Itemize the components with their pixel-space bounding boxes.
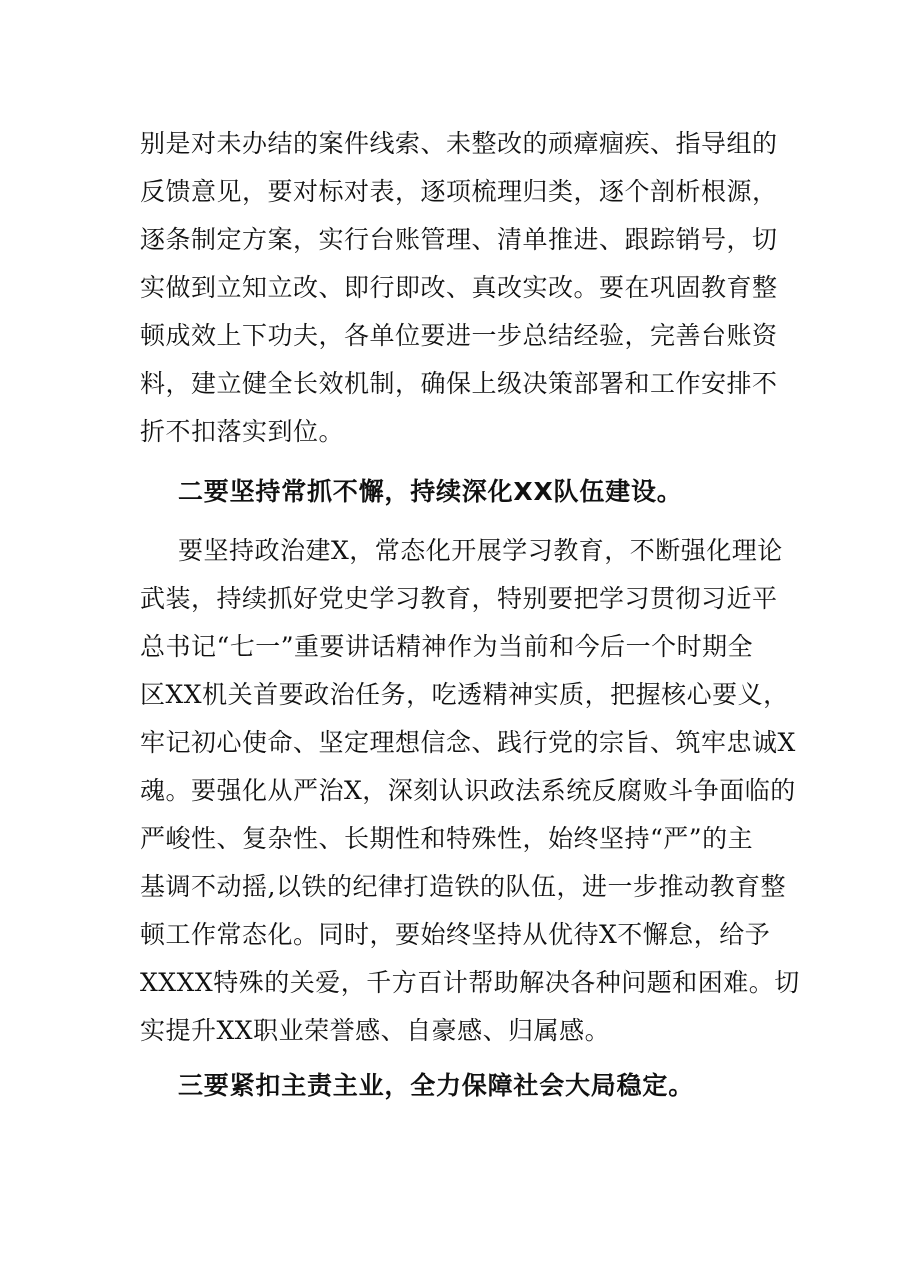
paragraph-line: 顿成效上下功夫，各单位要进一步总结经验，完善台账资 [140, 321, 778, 350]
paragraph-line: 总书记“七一”重要讲话精神作为当前和今后一个时期全 [140, 632, 754, 661]
paragraph-line: XXXX特殊的关爱，千方百计帮助解决各种问题和困难。切 [140, 968, 800, 997]
section-heading: 二要坚持常抓不懈，持续深化XX队伍建设。 [178, 477, 683, 506]
paragraph-line: 料，建立健全长效机制，确保上级决策部署和工作安排不 [140, 369, 778, 398]
paragraph-line: 武装，持续抓好党史学习教育，特别要把学习贯彻习近平 [140, 584, 778, 613]
paragraph-line: 实提升XX职业荣誉感、自豪感、归属感。 [140, 1016, 611, 1045]
paragraph-line: 区XX机关首要政治任务，吃透精神实质，把握核心要义， [140, 680, 789, 709]
paragraph-line: 要坚持政治建X，常态化开展学习教育，不断强化理论 [178, 536, 783, 565]
paragraph-line: 魂。要强化从严治X，深刻认识政法系统反腐败斗争面临的 [140, 776, 796, 805]
paragraph-line: 别是对未办结的案件线索、未整改的顽瘴痼疾、指导组的 [140, 129, 778, 158]
paragraph-line: 顿工作常态化。同时，要始终坚持从优待X不懈怠，给予 [140, 920, 771, 949]
paragraph-line: 严峻性、复杂性、长期性和特殊性，始终坚持“严”的主 [140, 824, 754, 853]
paragraph-line: 实做到立知立改、即行即改、真改实改。要在巩固教育整 [140, 273, 778, 302]
paragraph-line: 基调不动摇,以铁的纪律打造铁的队伍，进一步推动教育整 [140, 872, 786, 901]
paragraph-line: 折不扣落实到位。 [140, 417, 345, 446]
section-heading: 三要紧扣主责主业，全力保障社会大局稳定。 [178, 1071, 695, 1100]
paragraph-line: 反馈意见，要对标对表，逐项梳理归类，逐个剖析根源， [140, 177, 778, 206]
paragraph-line: 牢记初心使命、坚定理想信念、践行党的宗旨、筑牢忠诚X [140, 728, 796, 757]
paragraph-line: 逐条制定方案，实行台账管理、清单推进、跟踪销号，切 [140, 225, 778, 254]
